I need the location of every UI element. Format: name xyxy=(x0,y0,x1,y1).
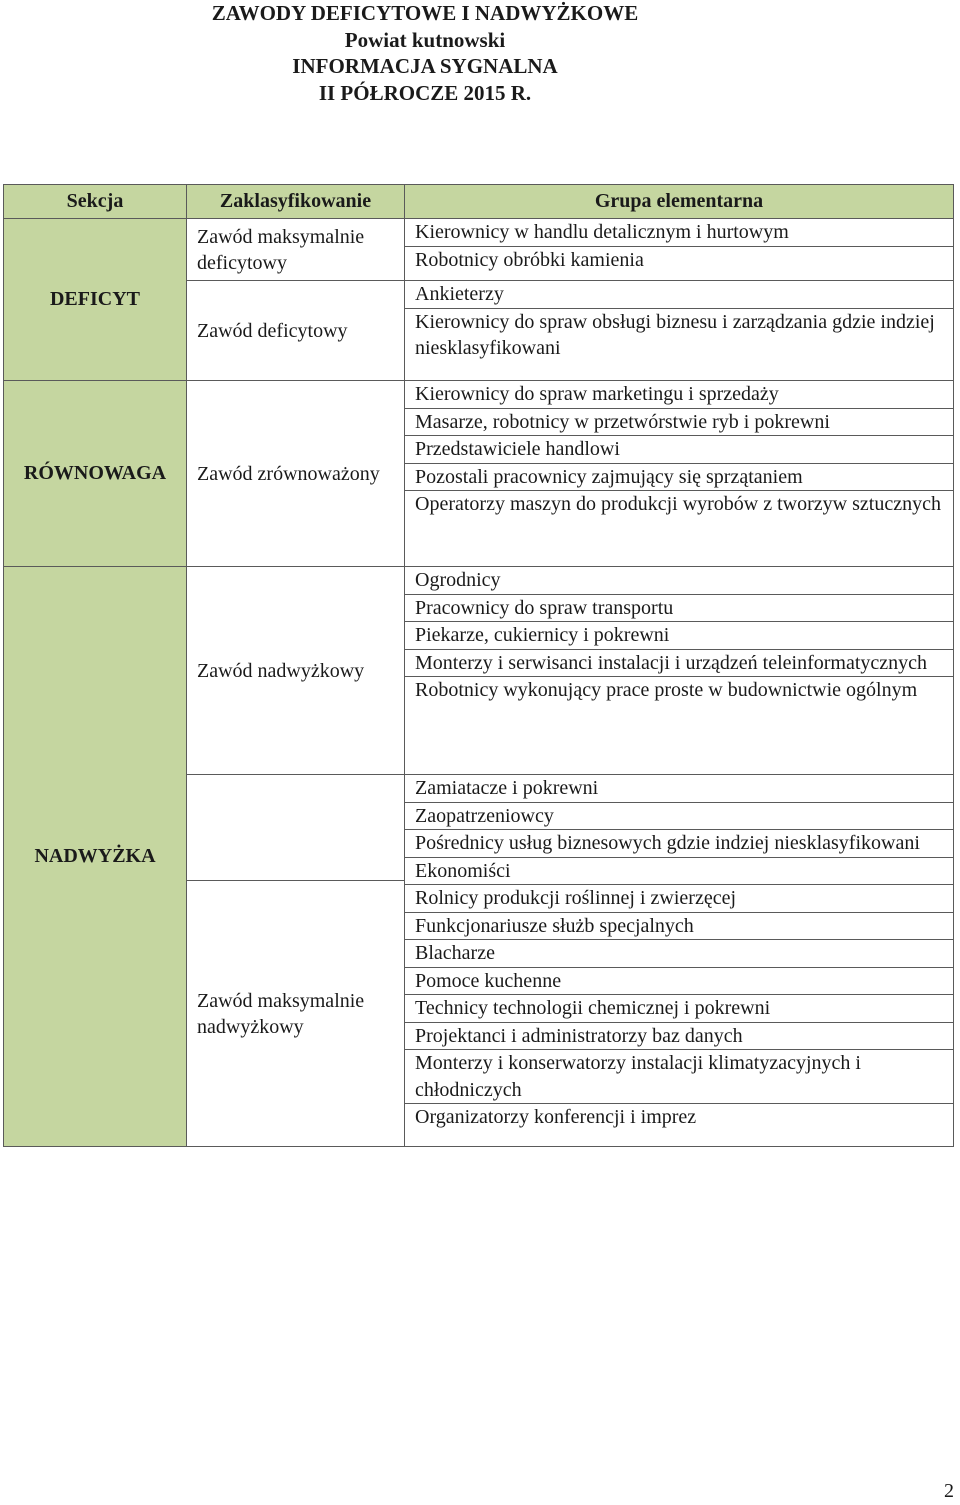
occupations-table xyxy=(3,184,954,1147)
column-header-zaklasyfikowanie: Zaklasyfikowanie xyxy=(187,185,405,219)
class-deficyt: Zawód deficytowy xyxy=(187,281,405,381)
group-item: Ogrodnicy xyxy=(405,567,953,595)
group-item: Operatorzy maszyn do produkcji wyrobów z tworzyw sztucznych xyxy=(415,493,941,515)
section-nadwyzka: NADWYŻKA xyxy=(4,567,187,1147)
group-item: Kierownicy w handlu detalicznym i hurtowym xyxy=(405,219,953,247)
table-row xyxy=(4,567,954,775)
group-item: Technicy technologii chemicznej i pokrewni xyxy=(405,995,953,1023)
group-list-max-nadwyzkowy xyxy=(405,775,954,1147)
group-item: Monterzy i konserwatorzy instalacji klimatyzacyjnych i chłodniczych xyxy=(405,1050,953,1104)
class-nadwyzkowy: Zawód nadwyżkowy xyxy=(187,567,405,775)
column-header-grupa: Grupa elementarna xyxy=(405,185,954,219)
group-item: Pośrednicy usług biznesowych gdzie indziej niesklasyfikowani xyxy=(405,830,953,858)
group-item: Robotnicy wykonujący prace proste w budownictwie ogólnym xyxy=(415,679,918,701)
group-list-max-deficyt xyxy=(405,219,954,281)
class-max-nadwyzkowy: Zawód maksymalnie nadwyżkowy xyxy=(187,881,405,1147)
group-list-nadwyzkowy xyxy=(405,567,954,775)
group-item: Masarze, robotnicy w przetwórstwie ryb i pokrewni xyxy=(405,409,953,437)
group-item: Przedstawiciele handlowi xyxy=(405,436,953,464)
table-header-row xyxy=(4,185,954,219)
group-item: Zamiatacze i pokrewni xyxy=(405,775,953,803)
group-item: Ankieterzy xyxy=(405,281,953,309)
group-item: Projektanci i administratorzy baz danych xyxy=(405,1023,953,1051)
group-list-zrownowazony xyxy=(405,381,954,567)
group-item: Zaopatrzeniowcy xyxy=(405,803,953,831)
class-max-nadwyzkowy-spacer xyxy=(187,775,405,881)
table-row xyxy=(4,381,954,567)
title-line: INFORMACJA SYGNALNA xyxy=(292,54,558,78)
title-line: II PÓŁROCZE 2015 R. xyxy=(318,80,532,105)
group-item: Pozostali pracownicy zajmujący się sprzątaniem xyxy=(405,464,953,492)
page-number: 2 xyxy=(944,1480,954,1502)
group-item: Pracownicy do spraw transportu xyxy=(405,595,953,623)
group-item: Rolnicy produkcji roślinnej i zwierzęcej xyxy=(405,885,953,913)
group-item: Piekarze, cukiernicy i pokrewni xyxy=(405,622,953,650)
group-item: Robotnicy obróbki kamienia xyxy=(415,248,644,271)
group-item: Funkcjonariusze służb specjalnych xyxy=(405,913,953,941)
group-item: Kierownicy do spraw marketingu i sprzedaży xyxy=(405,381,953,409)
table-row xyxy=(4,219,954,281)
section-rownowaga: RÓWNOWAGA xyxy=(4,381,187,567)
group-item: Pomoce kuchenne xyxy=(405,968,953,996)
title-line: ZAWODY DEFICYTOWE I NADWYŻKOWE xyxy=(211,1,639,25)
group-item: Kierownicy do spraw obsługi biznesu i zarządzania gdzie indziej niesklasyfikowani xyxy=(415,310,935,359)
column-header-sekcja: Sekcja xyxy=(4,185,187,219)
title-line: Powiat kutnowski xyxy=(344,27,506,52)
group-item: Blacharze xyxy=(405,940,953,968)
section-deficyt: DEFICYT xyxy=(4,219,187,381)
class-max-deficyt: Zawód maksymalnie deficytowy xyxy=(187,219,405,281)
class-zrownowazony: Zawód zrównoważony xyxy=(187,381,405,567)
group-list-deficyt xyxy=(405,281,954,381)
group-item: Organizatorzy konferencji i imprez xyxy=(415,1106,697,1128)
group-item: Ekonomiści xyxy=(405,858,953,886)
document-title xyxy=(0,0,850,106)
group-item: Monterzy i serwisanci instalacji i urządzeń teleinformatycznych xyxy=(405,650,953,678)
